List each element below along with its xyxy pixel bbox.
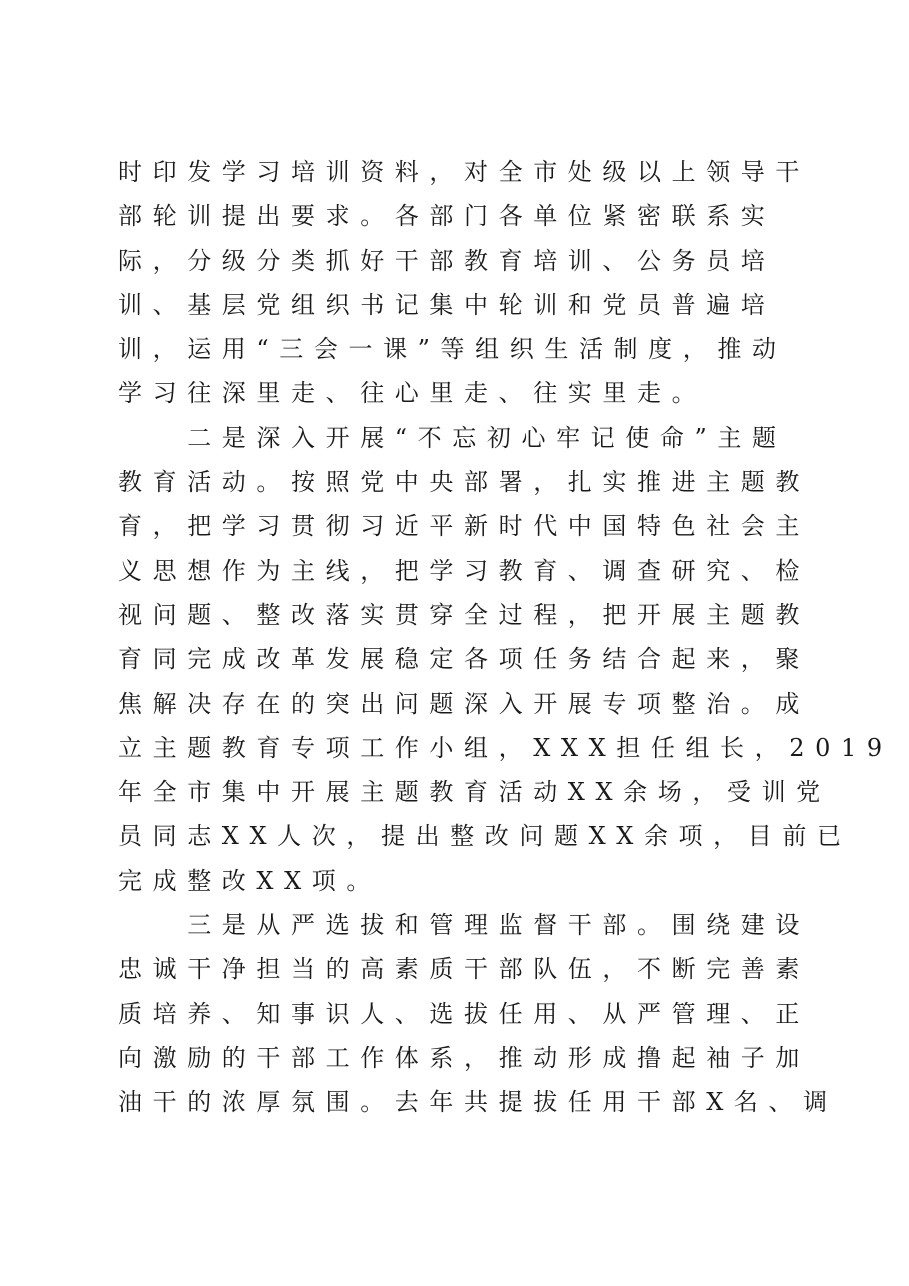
text-line: 育，把学习贯彻习近平新时代中国特色社会主 (118, 512, 810, 541)
text-line: 年全市集中开展主题教育活动XX余场，受训党 (118, 778, 831, 807)
text-line: 学习往深里走、往心里走、往实里走。 (118, 379, 707, 408)
text-line: 向激励的干部工作体系，推动形成撸起袖子加 (118, 1043, 810, 1072)
text-line: 三是从严选拔和管理监督干部。围绕建设 (118, 911, 810, 940)
text-line: 训、基层党组织书记集中轮训和党员普遍培 (118, 290, 776, 319)
text-line: 训，运用“三会一课”等组织生活制度，推动 (118, 335, 787, 364)
body-text (118, 150, 893, 1125)
text-line: 完成整改XX项。 (118, 866, 381, 895)
text-line: 义思想作为主线，把学习教育、调查研究、检 (118, 556, 810, 585)
text-line: 忠诚干净担当的高素质干部队伍，不断完善素 (118, 955, 810, 984)
text-line: 二是深入开展“不忘初心牢记使命”主题 (118, 423, 787, 452)
text-line: 时印发学习培训资料，对全市处级以上领导干 (118, 158, 810, 186)
text-line: 质培养、知事识人、选拔任用、从严管理、正 (118, 999, 810, 1028)
text-line: 育同完成改革发展稳定各项任务结合起来，聚 (118, 645, 810, 674)
text-line: 视问题、整改落实贯穿全过程，把开展主题教 (118, 600, 810, 629)
text-line: 油干的浓厚氛围。去年共提拔任用干部X名、调 (118, 1088, 838, 1117)
text-line: 员同志XX人次，提出整改问题XX余项，目前已 (118, 822, 852, 851)
text-line: 部轮训提出要求。各部门各单位紧密联系实 (118, 202, 776, 231)
text-line: 立主题教育专项工作小组，XXX担任组长，2019 (118, 733, 893, 762)
text-line: 教育活动。按照党中央部署，扎实推进主题教 (118, 468, 810, 497)
text-line: 焦解决存在的突出问题深入开展专项整治。成 (118, 689, 810, 718)
text-line: 际，分级分类抓好干部教育培训、公务员培 (118, 246, 776, 275)
